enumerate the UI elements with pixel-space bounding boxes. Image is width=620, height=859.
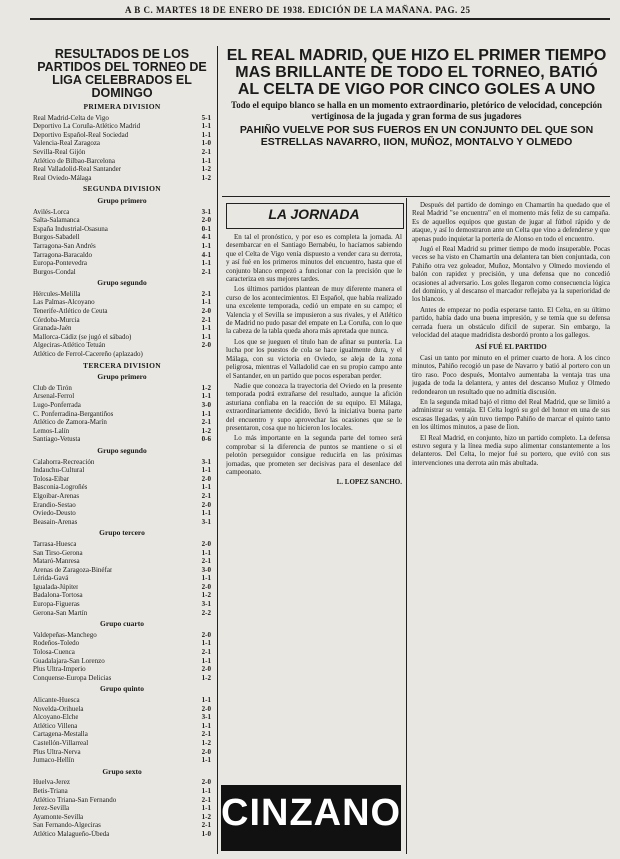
match-score: 2-1 [201,557,211,566]
result-row [33,483,211,492]
result-row [33,324,211,333]
match-teams: Algeciras-Atlético Tetuán [33,341,106,350]
result-row [33,492,211,501]
match-teams: Gerona-San Martín [33,608,88,617]
result-row [33,518,211,527]
match-score: 3-1 [201,207,211,216]
result-row [33,225,211,234]
match-teams: Atlético Villena [33,721,78,730]
article-paragraph: Después del partido de domingo en Chamartín ha quedado que el Real Madrid "se encuentra" en el momento más feliz de su campaña. Es de aquellos equipos que gustan de jugar al fútbol rápido y de ataque, y así lo demostraron ante un Celta que vino a defenderse y que apenas pudo inquietar la portería de Alonso en todo el encuentro. [412,201,610,243]
match-score: 1-1 [201,639,211,648]
result-row [33,427,211,436]
match-teams: Jumaco-Hellín [33,756,75,765]
result-row [33,804,211,813]
match-score: 2-0 [201,307,211,316]
group-title: Grupo primero [97,372,147,382]
result-row [33,341,211,350]
division-title-segunda: SEGUNDA DIVISION [83,184,161,194]
page-header: A B C. MARTES 18 DE ENERO DE 1938. EDICIÓN DE LA MAÑANA. PAG. 25 [125,5,471,15]
match-teams: Las Palmas-Alcoyano [33,298,95,307]
match-score: 2-0 [201,778,211,787]
match-score: 2-1 [201,795,211,804]
match-score: 3-0 [201,565,211,574]
match-teams: Tarragona-Baracaldo [33,250,92,259]
result-row [33,665,211,674]
column-divider-left [217,46,218,854]
result-row [33,148,211,157]
article-paragraph: Jugó el Real Madrid su primer tiempo de modo insuperable. Pocas veces se ha visto en Chamartín una delantera tan bien conjuntada, con Pahiño otra vez goleador, Muñoz, Montalvo y Olmedo moviendo el balón con rapidez y precisión, y una defensa que no concedió ocasiones al adversario. Los goles llegaron como consecuencia lógica del dominio, y al descanso el marcador reflejaba ya la superioridad de los blancos. [412,245,610,304]
article-paragraph: Nadie que conozca la trayectoria del Oviedo en la presente temporada podrá extrañarse del resultado, aunque la afición asturiana confiaba en la reacción de su equipo. El Málaga, extraordinariamente decidido, llevó la iniciativa buena parte del encuentro y supo aprovechar las ocasiones que se le presentaron, cosa que no hicieron los locales. [226,381,402,432]
results-list-tercera-g6 [33,778,211,838]
match-teams: Castellón-Villarreal [33,738,89,747]
match-teams: San Tirso-Gerona [33,548,83,557]
jornada-title: LA JORNADA [268,206,360,222]
match-score: 0-1 [201,224,211,233]
result-row [33,696,211,705]
group-title: Grupo segundo [97,445,147,455]
result-row [33,566,211,575]
match-teams: Basconia-Logroñés [33,483,88,492]
result-row [33,458,211,467]
match-score: 2-0 [201,665,211,674]
result-row [33,748,211,757]
article-subhead: ASÍ FUÉ EL PARTIDO [475,342,547,351]
match-score: 3-1 [201,713,211,722]
match-score: 2-0 [201,216,211,225]
match-teams: Plus Ultra-Imperio [33,665,86,674]
match-score: 1-1 [201,259,211,268]
match-score: 3-1 [201,457,211,466]
result-row [33,384,211,393]
match-teams: Tolosa-Cuenca [33,648,75,657]
result-row [33,418,211,427]
match-score: 1-1 [201,298,211,307]
division-title-tercera: TERCERA DIVISION [83,360,161,370]
match-teams: Tarragona-San Andrés [33,241,96,250]
match-score: 4-1 [201,250,211,259]
match-teams: Atlético de Bilbao-Barcelona [33,156,116,165]
match-teams: Badalona-Tortosa [33,591,83,600]
result-row [33,713,211,722]
result-row [33,174,211,183]
match-score: 1-1 [201,656,211,665]
result-row [33,583,211,592]
article-paragraph: El Real Madrid, en conjunto, hizo un partido completo. La defensa estuvo segura y la línea media supo alimentar constantemente a los delanteros. Del Celta, lo mejor fué su portero, que evitó con sus intervenciones una derrota aún más abultada. [412,433,610,467]
byline: L. LOPEZ SANCHO. [336,478,402,487]
match-score: 2-1 [201,821,211,830]
result-row [33,739,211,748]
match-score: 1-2 [201,591,211,600]
results-list-tercera-g1 [33,384,211,444]
match-score: 2-1 [201,730,211,739]
match-score: 2-0 [201,747,211,756]
match-teams: Valdepeñas-Manchego [33,630,97,639]
results-list-segunda-g2 [33,290,211,359]
result-row [33,674,211,683]
match-teams: Real Oviedo-Málaga [33,173,92,182]
result-row [33,705,211,714]
article-paragraph: En la segunda mitad bajó el ritmo del Real Madrid, que se limitó a administrar su ventaja. El Celta logró su gol del honor en una de sus escasas llegadas, y aún tuvo tiempo Pahiño de marcar el quinto tanto en los últimos minutos, a pase de Iion. [412,397,610,432]
match-teams: Beasain-Arenas [33,517,78,526]
match-teams: Atlético Triana-San Fernando [33,795,117,804]
match-teams: Salta-Salamanca [33,216,80,225]
match-teams: Indauchu-Cultural [33,466,85,475]
result-row [33,648,211,657]
match-score: 1-1 [201,786,211,795]
result-row [33,778,211,787]
result-row [33,657,211,666]
result-row [33,233,211,242]
jornada-article [226,233,402,779]
result-row [33,122,211,131]
match-score: 1-1 [201,509,211,518]
match-teams: Avilés-Lorca [33,207,70,216]
match-score: 2-1 [201,289,211,298]
result-row [33,251,211,260]
results-list-segunda-g1 [33,208,211,277]
headline-subtitle: Todo el equipo blanco se halla en un momento extraordinario, pletórico de velocidad, concepción vertiginosa de la jugada y gran forma de sus jugadores [231,100,602,121]
match-score: 1-2 [201,673,211,682]
match-teams: Deportivo Español-Real Sociedad [33,130,129,139]
match-teams: Burgos-Sabadell [33,233,80,242]
result-row [33,307,211,316]
result-row [33,316,211,325]
match-teams: Alicante-Huesca [33,696,80,704]
match-teams: Córdoba-Murcia [33,315,80,324]
match-teams: Betis-Triana [33,786,68,795]
match-score: 2-0 [201,539,211,548]
result-row [33,290,211,299]
match-report-article [412,201,610,853]
match-score: 2-1 [201,418,211,427]
match-teams: Real Valladolid-Real Santander [33,165,122,174]
match-score: 2-1 [201,147,211,156]
match-score: 1-2 [201,812,211,821]
result-row [33,216,211,225]
match-teams: Tarrasa-Huesca [33,539,77,548]
match-score: 2-0 [201,704,211,713]
match-score: 1-1 [201,756,211,765]
match-score: 1-2 [201,165,211,174]
result-row [33,401,211,410]
result-row [33,557,211,566]
result-row [33,796,211,805]
headline-second-deck: PAHIÑO VUELVE POR SUS FUEROS EN UN CONJUNTO DEL QUE SON ESTRELLAS NAVARRO, IION, MUÑOZ, MONTALVO Y OLMEDO [239,124,594,148]
result-row [33,830,211,839]
result-row [33,139,211,148]
match-teams: Real Madrid-Celta de Vigo [33,113,109,122]
match-teams: Santiago-Vetusta [33,435,81,444]
result-row [33,609,211,618]
match-score: 2-1 [201,648,211,657]
match-teams: Novelda-Orihuela [33,704,84,713]
match-teams: Oviedo-Deusto [33,509,76,518]
match-teams: Lugo-Ponferrada [33,401,81,409]
match-teams: Arenas de Zaragoza-Binéfar [33,565,113,574]
match-score: 3-1 [201,600,211,609]
result-row [33,410,211,419]
match-teams: Tolosa-Eibar [33,474,70,483]
result-row [33,540,211,549]
match-teams: Club de Tirón [33,383,72,392]
match-teams: Atlético Malagueño-Úbeda [33,829,110,838]
result-row [33,466,211,475]
results-list-tercera-g5 [33,696,211,765]
match-score: 1-1 [201,156,211,165]
match-score: 2-1 [201,315,211,324]
result-row [33,631,211,640]
match-score: 2-0 [201,500,211,509]
result-row [33,722,211,731]
match-score: 1-1 [201,483,211,492]
main-headline: EL REAL MADRID, QUE HIZO EL PRIMER TIEMPO MAS BRILLANTE DE TODO EL TORNEO, BATIÓ AL CELTA DE VIGO POR CINCO GOLES A UNO [226,47,607,98]
match-teams: Europa-Figueras [33,600,80,609]
result-row [33,475,211,484]
match-teams: Plus Ultra-Nerva [33,747,81,756]
headline-rule [222,196,610,197]
group-title: Grupo sexto [102,766,142,776]
match-score: 2-2 [201,608,211,617]
main-headline-block [224,47,609,148]
result-row [33,333,211,342]
match-teams: Elgoibar-Arenas [33,491,80,500]
result-row [33,435,211,444]
match-teams: España Industrial-Osasuna [33,224,108,233]
result-row [33,268,211,277]
article-paragraph: Los que se jueguen el título han de afinar su puntería. La lucha por los puestos de cola se hace igualmente dura, y el Málaga, con su victoria en Oviedo, se aleja de la zona peligrosa, mientras el Valladolid cae en su propio campo ante el Santander, en un partido que pocos esperaban perder. [226,337,402,380]
match-score: 1-1 [201,122,211,131]
results-list-tercera-g2 [33,458,211,527]
result-row [33,756,211,765]
match-score [209,350,211,359]
match-teams: Calahorra-Recreación [33,457,95,466]
advertisement-brand: CINZANO [221,792,402,834]
match-score: 1-1 [201,574,211,583]
results-list-tercera-g3 [33,540,211,617]
result-row [33,131,211,140]
article-paragraph: Casi un tanto por minuto en el primer cuarto de hora. A los cinco minutos, Pahiño recogió un pase de Navarro y batió al portero con un tiro raso. Poco después, Montalvo aumentaba la ventaja tras una jugada de toda la delantera, y antes del descanso Muñoz y Olmedo redondearon un resultado que no admitía discusión. [412,353,610,396]
match-teams: Sevilla-Real Gijón [33,147,86,156]
match-score: 2-1 [201,267,211,276]
result-row [33,591,211,600]
match-score: 0-6 [201,435,211,444]
match-score: 1-1 [201,392,211,401]
match-teams: Guadalajara-San Lorenzo [33,656,105,665]
match-teams: Deportivo La Coruña-Atlético Madrid [33,122,141,131]
result-row [33,787,211,796]
match-score: 2-0 [201,582,211,591]
result-row [33,501,211,510]
result-row [33,639,211,648]
match-teams: Ayamonte-Sevilla [33,812,84,821]
column-divider-center [406,198,407,854]
result-row [33,509,211,518]
match-score: 2-1 [201,491,211,500]
result-row [33,165,211,174]
result-row [33,600,211,609]
match-score: 2-0 [201,630,211,639]
division-title-primera: PRIMERA DIVISION [83,102,161,111]
match-score: 1-1 [201,804,211,813]
match-score: 1-1 [201,241,211,250]
match-teams: Conquense-Europa Delicias [33,673,112,682]
match-score: 3-1 [201,517,211,526]
match-teams: Atlético de Zamora-Marín [33,418,107,427]
match-teams: Valencia-Real Zaragoza [33,139,101,148]
match-score: 1-1 [201,130,211,139]
match-teams: Rodeños-Toledo [33,639,80,648]
match-teams: C. Ponferradina-Bergantiños [33,409,114,418]
result-row [33,549,211,558]
match-score: 1-1 [201,721,211,730]
header-rule [30,18,610,20]
match-teams: Atlético de Ferrol-Cacereño (aplazado) [33,350,143,359]
match-teams: Igualada-Júpiter [33,582,79,591]
group-title: Grupo primero [97,195,147,205]
match-teams: Lemos-Lalín [33,426,70,435]
result-row [33,259,211,268]
results-title: RESULTADOS DE LOS PARTIDOS DEL TORNEO DE LIGA CELEBRADOS EL DOMINGO [37,47,207,100]
match-teams: Granada-Jaén [33,324,72,333]
match-score: 1-2 [201,426,211,435]
match-teams: Mataró-Manresa [33,557,80,566]
result-row [33,242,211,251]
result-row [33,574,211,583]
match-score: 1-1 [201,466,211,475]
match-score: 1-1 [201,696,211,704]
results-list-primera [33,114,211,183]
group-title: Grupo quinto [100,684,144,694]
match-score: 1-2 [201,383,211,392]
match-teams: Lérida-Gavá [33,574,69,583]
article-paragraph: Lo más importante en la segunda parte del torneo será comprobar si la diferencia de puntos se mantiene o si el pelotón perseguidor consigue reducirla en las próximas jornadas, que prometen ser decisivas para el desenlace del campeonato. [226,434,402,476]
result-row [33,298,211,307]
match-score: 3-0 [201,401,211,409]
match-score: 1-1 [201,548,211,557]
match-score: 2-0 [201,474,211,483]
match-score: 1-0 [201,139,211,148]
match-teams: Burgos-Condal [33,267,76,276]
article-paragraph: En tal el pronóstico, y por eso es completa la jornada. Al desembarcar en el Santiago Bernabéu, lo hacíamos sabiendo que el Celta de Vigo venía dispuesto a vender cara su derrota, y así fué en los primeros minutos del encuentro, hasta que el conjunto blanco empezó a funcionar con la precisión que le caracteriza en sus mejores tardes. [226,233,402,284]
match-teams: Arsenal-Ferrol [33,392,75,401]
result-row [33,730,211,739]
result-row [33,350,211,359]
match-teams: Hércules-Melilla [33,289,81,298]
result-row [33,392,211,401]
match-score: 1-1 [201,324,211,333]
article-paragraph: Antes de empezar no podía esperarse tanto. El Celta, en su último partido, había dado una buena impresión, y se temía que su defensa cerrada fuera un obstáculo difícil de superar. Sin embargo, la velocidad del ataque madridista desbordó pronto a los gallegos. [412,305,610,340]
match-teams: Alcoyano-Elche [33,713,79,722]
match-teams: San Fernando-Algeciras [33,821,101,830]
match-score: 1-0 [201,829,211,838]
match-teams: Cartagena-Mestalla [33,730,88,739]
match-score: 2-0 [201,341,211,350]
match-score: 1-2 [201,738,211,747]
match-score: 1-1 [201,332,211,341]
match-teams: Jerez-Sevilla [33,804,70,813]
match-score: 5-1 [201,113,211,122]
result-row [33,813,211,822]
match-score: 1-1 [201,409,211,418]
result-row [33,114,211,123]
results-list-tercera-g4 [33,631,211,683]
match-teams: Erandio-Sestao [33,500,76,509]
result-row [33,821,211,830]
match-teams: Mallorca-Cádiz (se jugó el sábado) [33,332,132,341]
group-title: Grupo cuarto [100,619,144,629]
group-title: Grupo tercero [99,528,145,538]
match-score: 4-1 [201,233,211,242]
results-column [33,48,211,839]
match-teams: Huelva-Jerez [33,778,70,787]
match-score: 1-2 [201,173,211,182]
article-paragraph: Los últimos partidos plantean de muy diferente manera el curso de los acontecimientos. El Español, que había realizado una excelente temporada, cedió un empate en su campo; el Valencia y el Sevilla se impusieron a sus rivales, y el Atlético de Madrid no pudo pasar del empate en La Coruña, con lo que la cabeza de la tabla queda ahora más apretada que nunca. [226,285,402,336]
match-teams: Europa-Pontevedra [33,259,88,268]
match-teams: Tenerife-Atlético de Ceuta [33,307,108,316]
result-row [33,208,211,217]
group-title: Grupo segundo [97,278,147,288]
result-row [33,157,211,166]
